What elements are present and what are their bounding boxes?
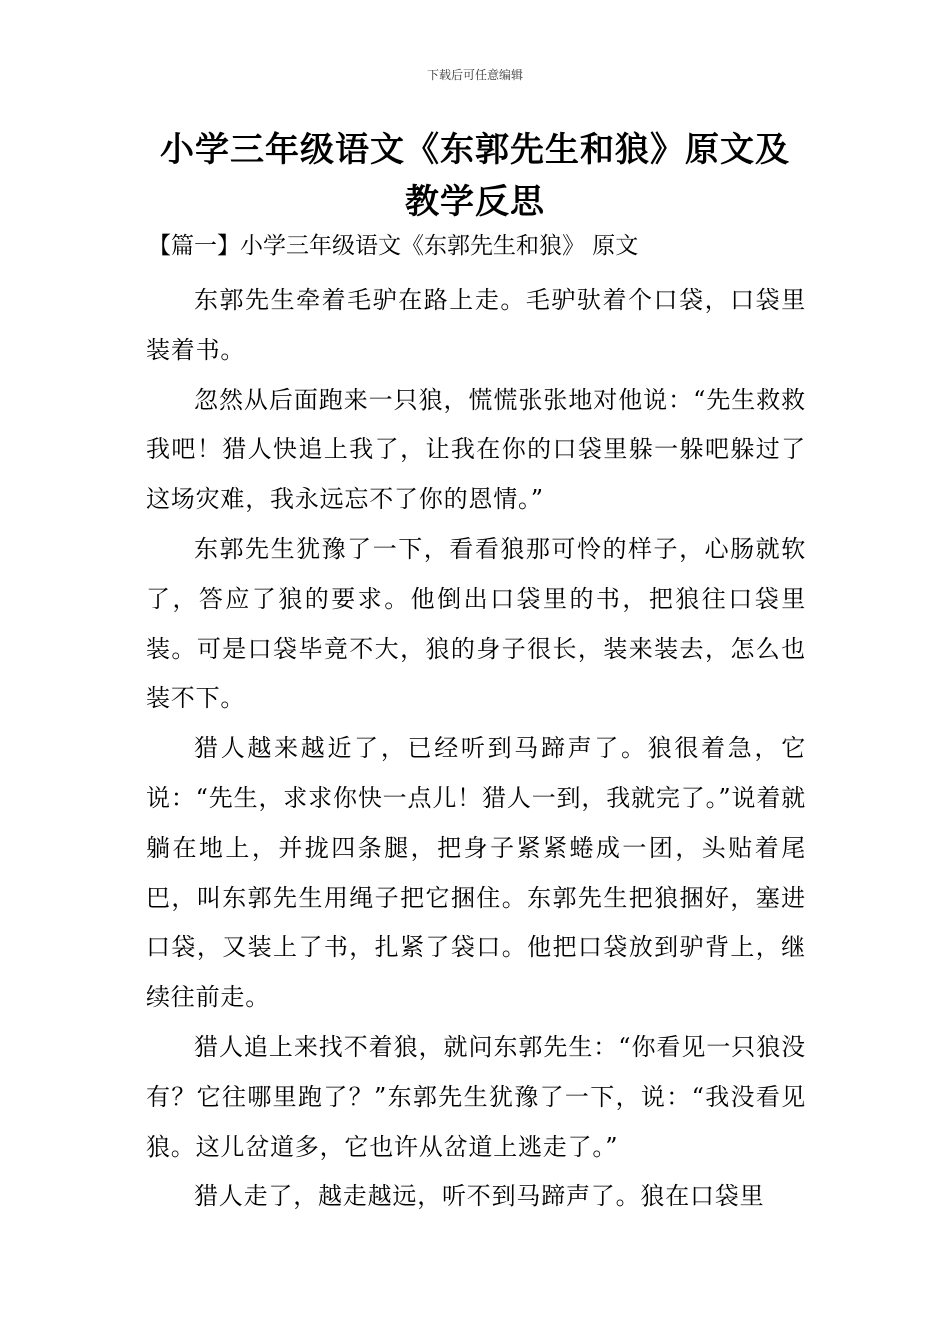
- paragraph: 东郭先生牵着毛驴在路上走。毛驴驮着个口袋，口袋里装着书。: [146, 286, 806, 364]
- paragraph: 东郭先生犹豫了一下，看看狼那可怜的样子，心肠就软了，答应了狼的要求。他倒出口袋里的书，把狼往口袋里装。可是口袋毕竟不大，狼的身子很长，装来装去，怎么也装不下。: [146, 534, 806, 713]
- paragraph: 猎人越来越近了，已经听到马蹄声了。狼很着急，它说：“先生，求求你快一点儿！猎人一到，我就完了。”说着就躺在地上，并拢四条腿，把身子紧紧蜷成一团，头贴着尾巴，叫东郭先生用绳子把它捆住。东郭先生把狼捆好，塞进口袋，又装上了书，扎紧了袋口。他把口袋放到驴背上，继续往前走。: [146, 734, 806, 1012]
- section-heading: 【篇一】小学三年级语文《东郭先生和狼》 原文: [148, 233, 639, 259]
- paragraph: 猎人走了，越走越远，听不到马蹄声了。狼在口袋里: [194, 1182, 765, 1211]
- page-header-note: 下载后可任意编辑: [426, 68, 523, 82]
- paragraph: 忽然从后面跑来一只狼，慌慌张张地对他说：“先生救救我吧！猎人快追上我了，让我在你的口袋里躲一躲吧躲过了这场灾难，我永远忘不了你的恩情。”: [146, 385, 806, 514]
- document-title: 小学三年级语文《东郭先生和狼》原文及教学反思: [160, 130, 790, 222]
- paragraph: 猎人追上来找不着狼，就问东郭先生：“你看见一只狼没有？它往哪里跑了？”东郭先生犹豫了一下，说：“我没看见狼。这儿岔道多，它也许从岔道上逃走了。”: [146, 1032, 806, 1161]
- body-text: [146, 276, 806, 1222]
